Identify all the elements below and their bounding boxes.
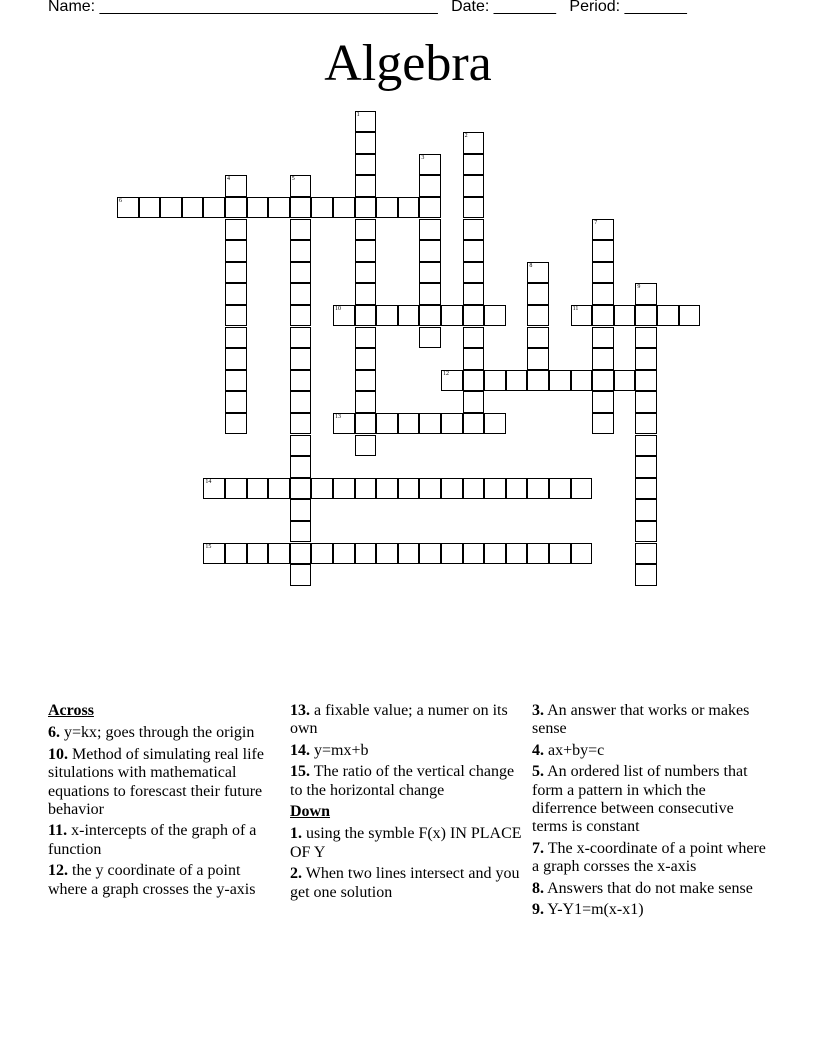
crossword-cell[interactable] [333,413,355,435]
clue-item [48,822,283,859]
clue-text: y=kx; goes through the origin [64,724,255,742]
crossword-cell[interactable] [203,478,225,500]
crossword-cell[interactable] [484,305,506,327]
crossword-cell[interactable] [463,327,485,349]
clues-column-3 [532,702,772,922]
clue-text: a fixable value; a numer on its own [290,702,508,738]
period-field[interactable]: _______ [624,0,687,15]
clue-text: The x-coordinate of a point where a graph corsses the x-axis [532,839,766,876]
crossword-cell[interactable] [398,413,420,435]
crossword-cell[interactable] [311,478,333,500]
crossword-cell[interactable] [355,370,377,392]
crossword-cell[interactable] [182,197,204,219]
crossword-cell[interactable] [333,305,355,327]
crossword-cell[interactable] [225,197,247,219]
clue-list-col3 [532,702,772,919]
crossword-cell[interactable] [290,499,312,521]
crossword-cell[interactable] [311,197,333,219]
crossword-cell[interactable] [355,262,377,284]
crossword-cell[interactable] [225,327,247,349]
crossword-cell[interactable] [398,478,420,500]
crossword-cell[interactable] [290,283,312,305]
crossword-cell[interactable] [355,240,377,262]
cell-number: 15 [205,543,212,550]
crossword-cell[interactable] [635,543,657,565]
crossword-cell[interactable] [571,305,593,327]
crossword-cell[interactable] [635,564,657,586]
clue-text: using the symble F(x) IN PLACE OF Y [290,825,522,861]
cell-number: 10 [335,305,341,312]
crossword-cell[interactable] [463,305,485,327]
clue-item [290,742,525,760]
crossword-cell[interactable] [398,543,420,565]
crossword-cell[interactable] [527,478,549,500]
crossword-cell[interactable] [419,197,441,219]
crossword-cell[interactable] [355,435,377,457]
crossword-cell[interactable] [225,370,247,392]
crossword-cell[interactable] [419,154,441,176]
crossword-cell[interactable] [549,543,571,565]
crossword-cell[interactable] [355,327,377,349]
crossword-cell[interactable] [355,543,377,565]
crossword-cell[interactable] [311,543,333,565]
crossword-cell[interactable] [355,197,377,219]
crossword-cell[interactable] [484,413,506,435]
crossword-cell[interactable] [635,327,657,349]
crossword-cell[interactable] [571,370,593,392]
crossword-cell[interactable] [290,175,312,197]
crossword-cell[interactable] [527,305,549,327]
clue-item [290,763,525,800]
clue-number: 2. [290,865,302,883]
crossword-cell[interactable] [247,478,269,500]
clue-number: 9. [532,901,544,919]
crossword-cell[interactable] [463,348,485,370]
crossword-cell[interactable] [268,197,290,219]
cell-number: 4 [227,176,230,183]
name-label: Name: [48,0,96,15]
crossword-cell[interactable] [463,197,485,219]
crossword-cell[interactable] [614,370,636,392]
clue-text: The ratio of the vertical change to the horizontal change [290,763,515,799]
clue-item [532,901,772,919]
crossword-cell[interactable] [527,262,549,284]
clue-text: Y-Y1=m(x-x1) [547,901,644,919]
crossword-cell[interactable] [635,499,657,521]
crossword-cell[interactable] [592,327,614,349]
clue-item [532,880,772,898]
crossword-cell[interactable] [290,435,312,457]
clue-number: 10. [48,745,68,763]
cell-number: 5 [291,176,295,183]
clue-text: Answers that do not make sense [547,879,753,897]
clue-text: ax+by=c [548,741,605,759]
down-heading: Down [290,803,331,821]
period-label: Period: [569,0,621,15]
clue-item [532,840,772,877]
cell-number: 13 [335,413,341,420]
crossword-cell[interactable] [290,197,312,219]
clue-item [290,702,525,739]
crossword-cell[interactable] [549,478,571,500]
date-label: Date: [451,0,490,15]
cell-number: 7 [594,219,598,226]
crossword-cell[interactable] [419,283,441,305]
clue-list-col2-down [290,825,525,902]
crossword-cell[interactable] [592,240,614,262]
crossword-cell[interactable] [225,478,247,500]
clue-number: 7. [532,839,544,857]
clues-column-2 [290,702,525,905]
crossword-cell[interactable] [419,175,441,197]
crossword-cell[interactable] [463,413,485,435]
crossword-cell[interactable] [592,219,614,241]
cell-number: 12 [443,370,449,377]
clue-item [290,825,525,862]
crossword-cell[interactable] [355,478,377,500]
crossword-cell[interactable] [333,478,355,500]
crossword-cell[interactable] [290,543,312,565]
clue-text: When two lines intersect and you get one solution [290,865,520,901]
crossword-cell[interactable] [463,132,485,154]
crossword-cell[interactable] [635,413,657,435]
crossword-cell[interactable] [355,283,377,305]
crossword-cell[interactable] [635,435,657,457]
crossword-cell[interactable] [225,348,247,370]
crossword-cell[interactable] [203,543,225,565]
crossword-cell[interactable] [333,197,355,219]
crossword-cell[interactable] [355,305,377,327]
crossword-cell[interactable] [527,283,549,305]
crossword-cell[interactable] [203,197,225,219]
crossword-cell[interactable] [333,543,355,565]
cell-number: 2 [464,133,468,140]
crossword-cell[interactable] [463,240,485,262]
clue-text: the y coordinate of a point where a graph crosses the y-axis [48,862,256,898]
crossword-cell[interactable] [463,543,485,565]
crossword-cell[interactable] [527,348,549,370]
crossword-cell[interactable] [527,543,549,565]
crossword-cell[interactable] [376,478,398,500]
crossword-cell[interactable] [376,305,398,327]
clue-text: An answer that works or makes sense [532,702,750,738]
crossword-cell[interactable] [549,370,571,392]
crossword-cell[interactable] [290,564,312,586]
crossword-cell[interactable] [441,413,463,435]
crossword-cell[interactable] [679,305,701,327]
clue-number: 1. [290,825,302,843]
crossword-cell[interactable] [441,543,463,565]
crossword-cell[interactable] [441,478,463,500]
crossword-cell[interactable] [355,132,377,154]
crossword-cell[interactable] [117,197,139,219]
cell-number: 8 [529,262,533,269]
crossword-cell[interactable] [592,283,614,305]
crossword-cell[interactable] [290,327,312,349]
clue-number: 5. [532,763,544,781]
cell-number: 11 [572,305,579,312]
crossword-cell[interactable] [635,283,657,305]
crossword-cell[interactable] [614,305,636,327]
crossword-cell[interactable] [463,262,485,284]
name-field[interactable]: ______________________________________ [99,0,438,15]
clue-item [48,724,283,742]
crossword-cell[interactable] [290,305,312,327]
crossword-cell[interactable] [571,543,593,565]
clue-list-col2-across [290,702,525,800]
crossword-cell[interactable] [290,219,312,241]
clue-item [48,862,283,899]
crossword-cell[interactable] [635,521,657,543]
crossword-cell[interactable] [139,197,161,219]
crossword-cell[interactable] [225,391,247,413]
clue-number: 15. [290,763,310,781]
crossword-cell[interactable] [419,327,441,349]
crossword-cell[interactable] [290,478,312,500]
clue-item [48,746,283,820]
crossword-cell[interactable] [225,283,247,305]
clue-item [532,742,772,760]
crossword-cell[interactable] [484,543,506,565]
clue-number: 6. [48,724,60,742]
crossword-cell[interactable] [290,262,312,284]
clue-text: An ordered list of numbers that form a pattern in which the diferrence between consecutive terms is constant [532,763,748,836]
cell-number: 3 [421,154,425,161]
clue-number: 4. [532,741,544,759]
crossword-cell[interactable] [506,370,528,392]
clue-item [532,763,772,837]
crossword-cell[interactable] [592,370,614,392]
crossword-cell[interactable] [506,543,528,565]
crossword-cell[interactable] [419,478,441,500]
clue-number: 14. [290,741,310,759]
crossword-cell[interactable] [419,262,441,284]
cell-number: 6 [119,197,122,204]
crossword-cell[interactable] [463,391,485,413]
crossword-cell[interactable] [463,283,485,305]
date-field[interactable]: _______ [493,0,557,15]
crossword-cell[interactable] [355,219,377,241]
crossword-cell[interactable] [527,370,549,392]
crossword-cell[interactable] [484,478,506,500]
crossword-cell[interactable] [635,348,657,370]
crossword-cell[interactable] [441,370,463,392]
clue-number: 13. [290,702,310,719]
crossword-cell[interactable] [290,521,312,543]
crossword-cell[interactable] [355,111,377,133]
crossword-cell[interactable] [225,240,247,262]
crossword-cell[interactable] [398,305,420,327]
crossword-cell[interactable] [376,543,398,565]
crossword-cell[interactable] [268,543,290,565]
crossword-cell[interactable] [463,154,485,176]
clue-number: 11. [48,822,68,840]
crossword-cell[interactable] [225,175,247,197]
crossword-cell[interactable] [398,197,420,219]
crossword-cell[interactable] [441,305,463,327]
crossword-cell[interactable] [463,478,485,500]
crossword-cell[interactable] [484,370,506,392]
crossword-cell[interactable] [290,456,312,478]
crossword-cell[interactable] [225,543,247,565]
crossword-cell[interactable] [355,175,377,197]
clue-list-col1 [48,724,283,899]
crossword-cell[interactable] [355,391,377,413]
crossword-cell[interactable] [419,543,441,565]
crossword-cell[interactable] [592,305,614,327]
crossword-cell[interactable] [290,240,312,262]
crossword-cell[interactable] [355,348,377,370]
crossword-cell[interactable] [635,370,657,392]
crossword-cell[interactable] [463,219,485,241]
crossword-cell[interactable] [225,219,247,241]
crossword-cell[interactable] [247,543,269,565]
crossword-cell[interactable] [225,413,247,435]
crossword-cell[interactable] [635,478,657,500]
crossword-cell[interactable] [247,197,269,219]
crossword-cell[interactable] [355,154,377,176]
clue-number: 8. [532,879,544,897]
across-heading: Across [48,702,94,719]
crossword-cell[interactable] [592,348,614,370]
cell-number: 14 [205,478,212,485]
cell-number: 9 [637,284,641,291]
crossword-cell[interactable] [225,262,247,284]
crossword-cell[interactable] [635,456,657,478]
crossword-cell[interactable] [635,391,657,413]
clue-text: y=mx+b [314,741,369,759]
crossword-cell[interactable] [160,197,182,219]
crossword-cell[interactable] [419,413,441,435]
crossword-cell[interactable] [376,197,398,219]
crossword-cell[interactable] [506,478,528,500]
crossword-cell[interactable] [268,478,290,500]
crossword-cell[interactable] [592,413,614,435]
clue-item [532,702,772,739]
crossword-cell[interactable] [290,391,312,413]
crossword-cell[interactable] [592,391,614,413]
clue-text: Method of simulating real life situlations with mathematical equations to forescast their future behavior [48,745,264,819]
crossword-cell[interactable] [419,219,441,241]
crossword-cell[interactable] [571,478,593,500]
crossword-cell[interactable] [527,327,549,349]
crossword-cell[interactable] [419,305,441,327]
crossword-cell[interactable] [290,370,312,392]
crossword-cell[interactable] [592,262,614,284]
clue-number: 12. [48,862,68,880]
clues-column-1 [48,702,283,902]
crossword-cell[interactable] [355,413,377,435]
crossword-cell[interactable] [290,348,312,370]
crossword-cell[interactable] [463,370,485,392]
crossword-cell[interactable] [657,305,679,327]
crossword-cell[interactable] [376,413,398,435]
clue-number: 3. [532,702,544,719]
clue-text: x-intercepts of the graph of a function [48,822,257,858]
crossword-cell[interactable] [290,413,312,435]
cell-number: 1 [356,111,360,118]
crossword-cell[interactable] [463,175,485,197]
crossword-cell[interactable] [635,305,657,327]
clue-item [290,865,525,902]
crossword-cell[interactable] [225,305,247,327]
crossword-cell[interactable] [419,240,441,262]
page-title: Algebra [324,35,492,92]
